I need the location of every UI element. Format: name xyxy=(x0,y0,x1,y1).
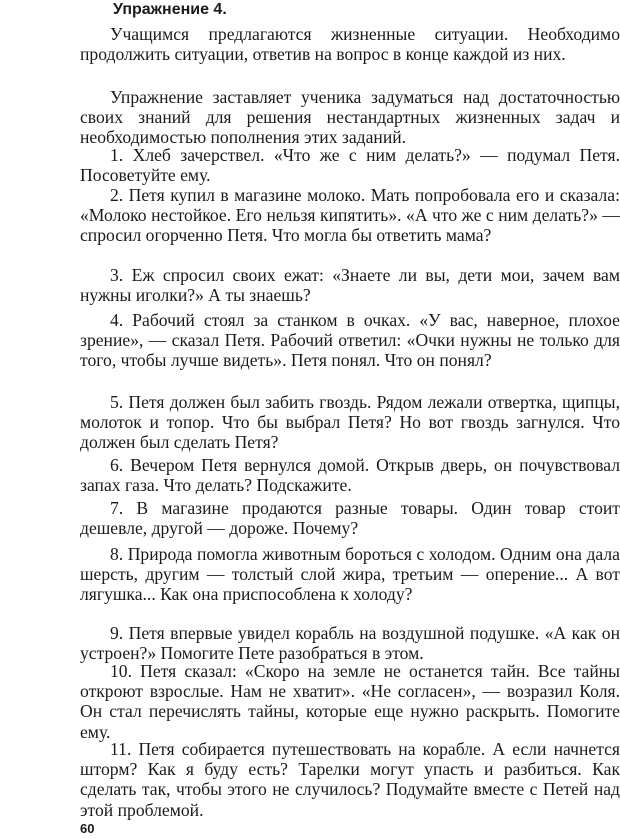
task-6: 6. Вечером Петя вернулся домой. Открыв дверь, он почувствовал запах газа. Что делать? Подскажите. xyxy=(80,455,620,496)
intro-paragraph-2: Упражнение заставляет ученика задуматься над достаточностью своих знаний для решения нестандартных жизненных задач и необходимостью пополнения этих заданий. xyxy=(80,87,620,148)
task-2: 2. Петя купил в магазине молоко. Мать попробовала его и сказала: «Молоко нестойкое. Его нельзя кипятить». «А что же с ним делать?» — спросил огорченно Петя. Что могла бы ответить мама? xyxy=(80,185,620,246)
exercise-heading: Упражнение 4. xyxy=(113,1,227,18)
task-11: 11. Петя собирается путешествовать на корабле. А если начнется шторм? Как я буду есть? Тарелки могут упасть и разбиться. Как сделать так, чтобы этого не случилось? Подумайте вместе с Петей над этой проблемой. xyxy=(80,739,620,820)
task-5: 5. Петя должен был забить гвоздь. Рядом лежали отвертка, щипцы, молоток и топор. Что бы выбрал Петя? Но вот гвоздь загнулся. Что должен был сделать Петя? xyxy=(80,392,620,453)
page-number: 60 xyxy=(80,821,95,836)
task-9: 9. Петя впервые увидел корабль на воздушной подушке. «А как он устроен?» Помогите Пете разобраться в этом. xyxy=(80,623,620,664)
task-7: 7. В магазине продаются разные товары. Один товар стоит дешевле, другой — дороже. Почему? xyxy=(80,498,620,539)
task-4: 4. Рабочий стоял за станком в очках. «У вас, наверное, плохое зрение», — сказал Петя. Рабочий ответил: «Очки нужны не только для того, чтобы лучше видеть». Петя понял. Что он понял? xyxy=(80,310,620,371)
task-3: 3. Еж спросил своих ежат: «Знаете ли вы, дети мои, зачем вам нужны иголки?» А ты знаешь? xyxy=(80,265,620,306)
intro-paragraph-1: Учащимся предлагаются жизненные ситуации. Необходимо продолжить ситуации, ответив на вопрос в конце каждой из них. xyxy=(80,24,620,65)
task-1: 1. Хлеб зачерствел. «Что же с ним делать?» — подумал Петя. Посоветуйте ему. xyxy=(80,145,620,186)
task-8: 8. Природа помогла животным бороться с холодом. Одним она дала шерсть, другим — толстый слой жира, третьим — оперение... А вот лягушка... Как она приспособлена к холоду? xyxy=(80,544,620,605)
book-page xyxy=(80,0,620,838)
task-10: 10. Петя сказал: «Скоро на земле не останется тайн. Все тайны откроют взрослые. Нам не хватит». «Не согласен», — возразил Коля. Он стал перечислять тайны, которые еще нужно раскрыть. Помогите ему. xyxy=(80,661,620,742)
